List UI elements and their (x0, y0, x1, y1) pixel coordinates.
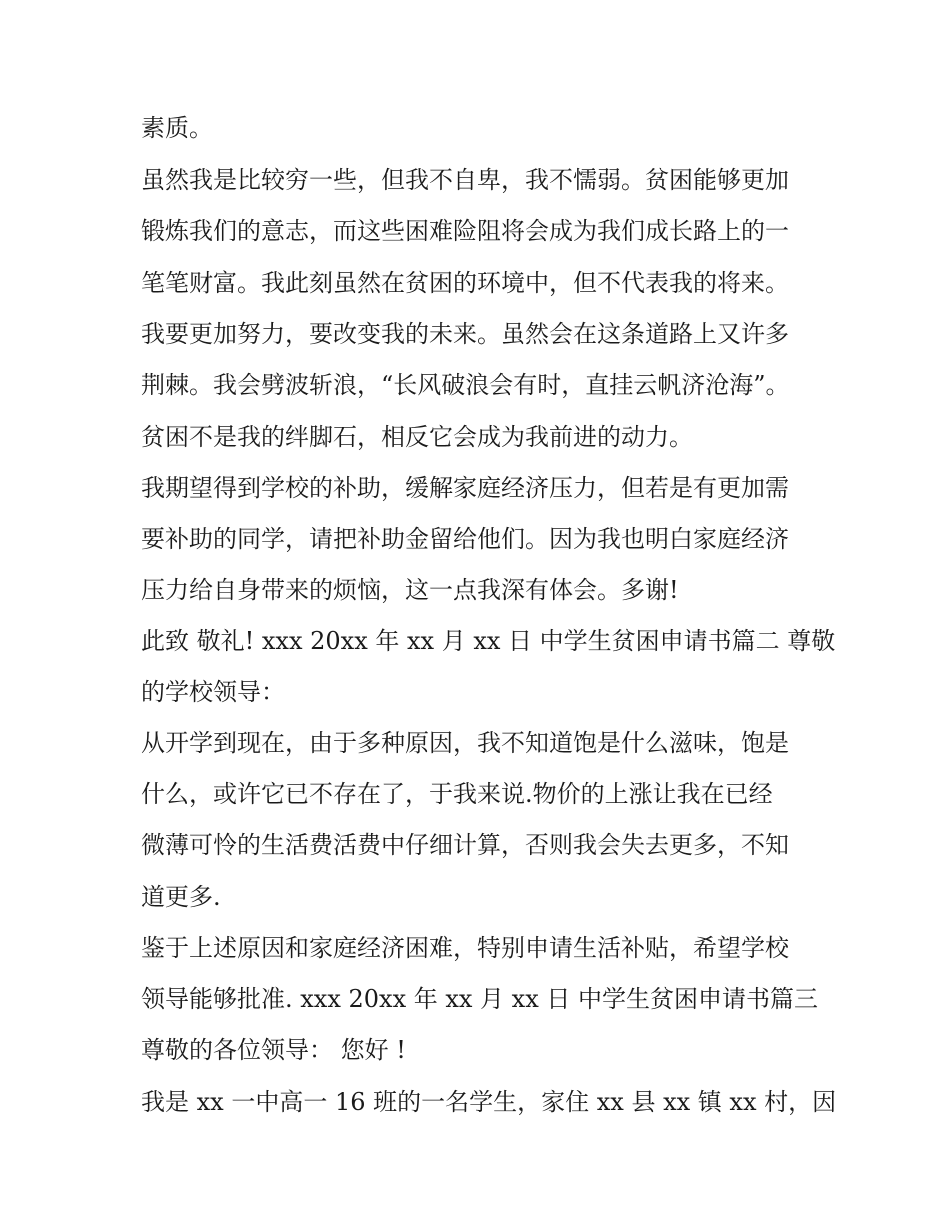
text-line: 道更多. (141, 883, 221, 911)
text-line: 此致 敬礼! xxx 20xx 年 xx 月 xx 日 中学生贫困申请书篇二 尊敬 (141, 627, 836, 655)
text-line: 笔笔财富。我此刻虽然在贫困的环境中，但不代表我的将来。 (141, 269, 789, 297)
text-line: 我期望得到学校的补助，缓解家庭经济压力，但若是有更加需 (141, 474, 789, 502)
text-line: 虽然我是比较穷一些，但我不自卑，我不懦弱。贫困能够更加 (141, 166, 789, 194)
text-line: 贫困不是我的绊脚石，相反它会成为我前进的动力。 (141, 423, 693, 451)
text-line: 的学校领导： (141, 678, 285, 706)
text-line: 尊敬的各位领导： 您好 ! (141, 1036, 406, 1064)
text-line: 荆棘。我会劈波斩浪，“长风破浪会有时，直挂云帆济沧海”。 (141, 371, 790, 399)
text-line: 微薄可怜的生活费活费中仔细计算，否则我会失去更多，不知 (141, 831, 789, 859)
text-line: 素质。 (141, 114, 213, 142)
text-line: 锻炼我们的意志，而这些困难险阻将会成为我们成长路上的一 (141, 217, 789, 245)
text-line: 我是 xx 一中高一 16 班的一名学生，家住 xx 县 xx 镇 xx 村，因 (141, 1088, 837, 1116)
text-line: 从开学到现在，由于多种原因，我不知道饱是什么滋味，饱是 (141, 729, 789, 757)
text-line: 压力给自身带来的烦恼，这一点我深有体会。多谢! (141, 576, 679, 604)
text-line: 鉴于上述原因和家庭经济困难，特别申请生活补贴，希望学校 (141, 934, 789, 962)
text-line: 什么，或许它已不存在了，于我来说.物价的上涨让我在已经 (141, 780, 773, 808)
text-line: 我要更加努力，要改变我的未来。虽然会在这条道路上又许多 (141, 320, 789, 348)
text-line: 领导能够批准. xxx 20xx 年 xx 月 xx 日 中学生贫困申请书篇三 (141, 985, 819, 1013)
text-line: 要补助的同学，请把补助金留给他们。因为我也明白家庭经济 (141, 525, 789, 553)
